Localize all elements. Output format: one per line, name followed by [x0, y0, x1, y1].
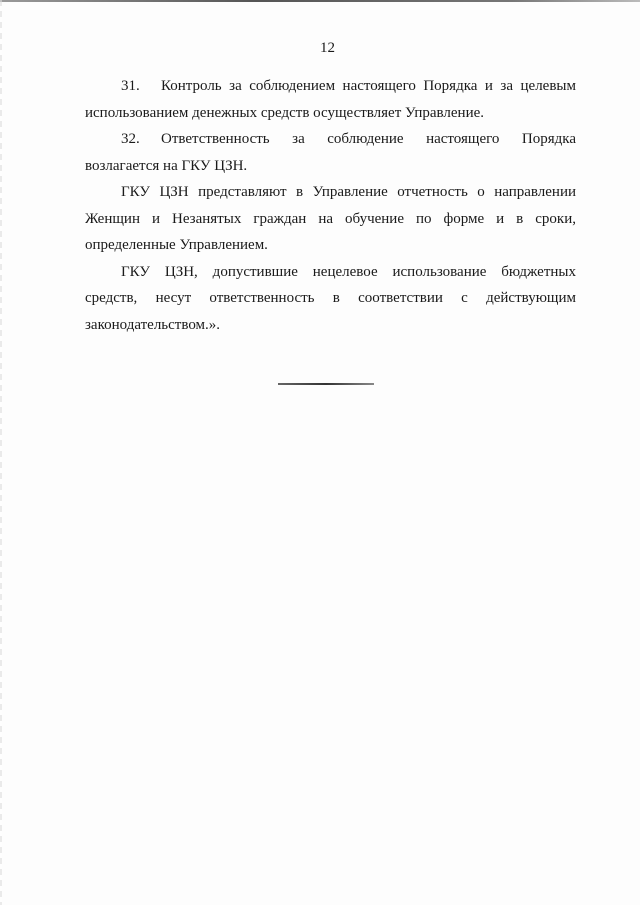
- end-of-document-rule: [278, 383, 374, 385]
- page-number: 12: [320, 40, 335, 56]
- paragraph-liability: [85, 259, 576, 339]
- paragraph-text: Контроль за соблюдением настоящего Порядка и за целевым использованием денежных средств осуществляет Управление.: [85, 78, 576, 121]
- paragraph-text: Ответственность за соблюдение настоящего Порядка возлагается на ГКУ ЦЗН.: [85, 131, 576, 174]
- paragraph-reporting: [85, 179, 576, 259]
- paragraph-number: 32.: [121, 131, 140, 147]
- scan-edge-left: [0, 0, 2, 905]
- paragraph-31: [85, 73, 576, 126]
- document-body: [85, 73, 576, 338]
- paragraph-number: 31.: [121, 78, 140, 94]
- paragraph-32: [85, 126, 576, 179]
- paragraph-text: ГКУ ЦЗН, допустившие нецелевое использование бюджетных средств, несут ответственность в соответствии с действующим законодательством.».: [85, 263, 576, 333]
- paragraph-text: ГКУ ЦЗН представляют в Управление отчетность о направлении Женщин и Незанятых граждан на обучение по форме и в сроки, определенные Управлением.: [85, 184, 576, 253]
- scan-edge-top: [0, 0, 640, 2]
